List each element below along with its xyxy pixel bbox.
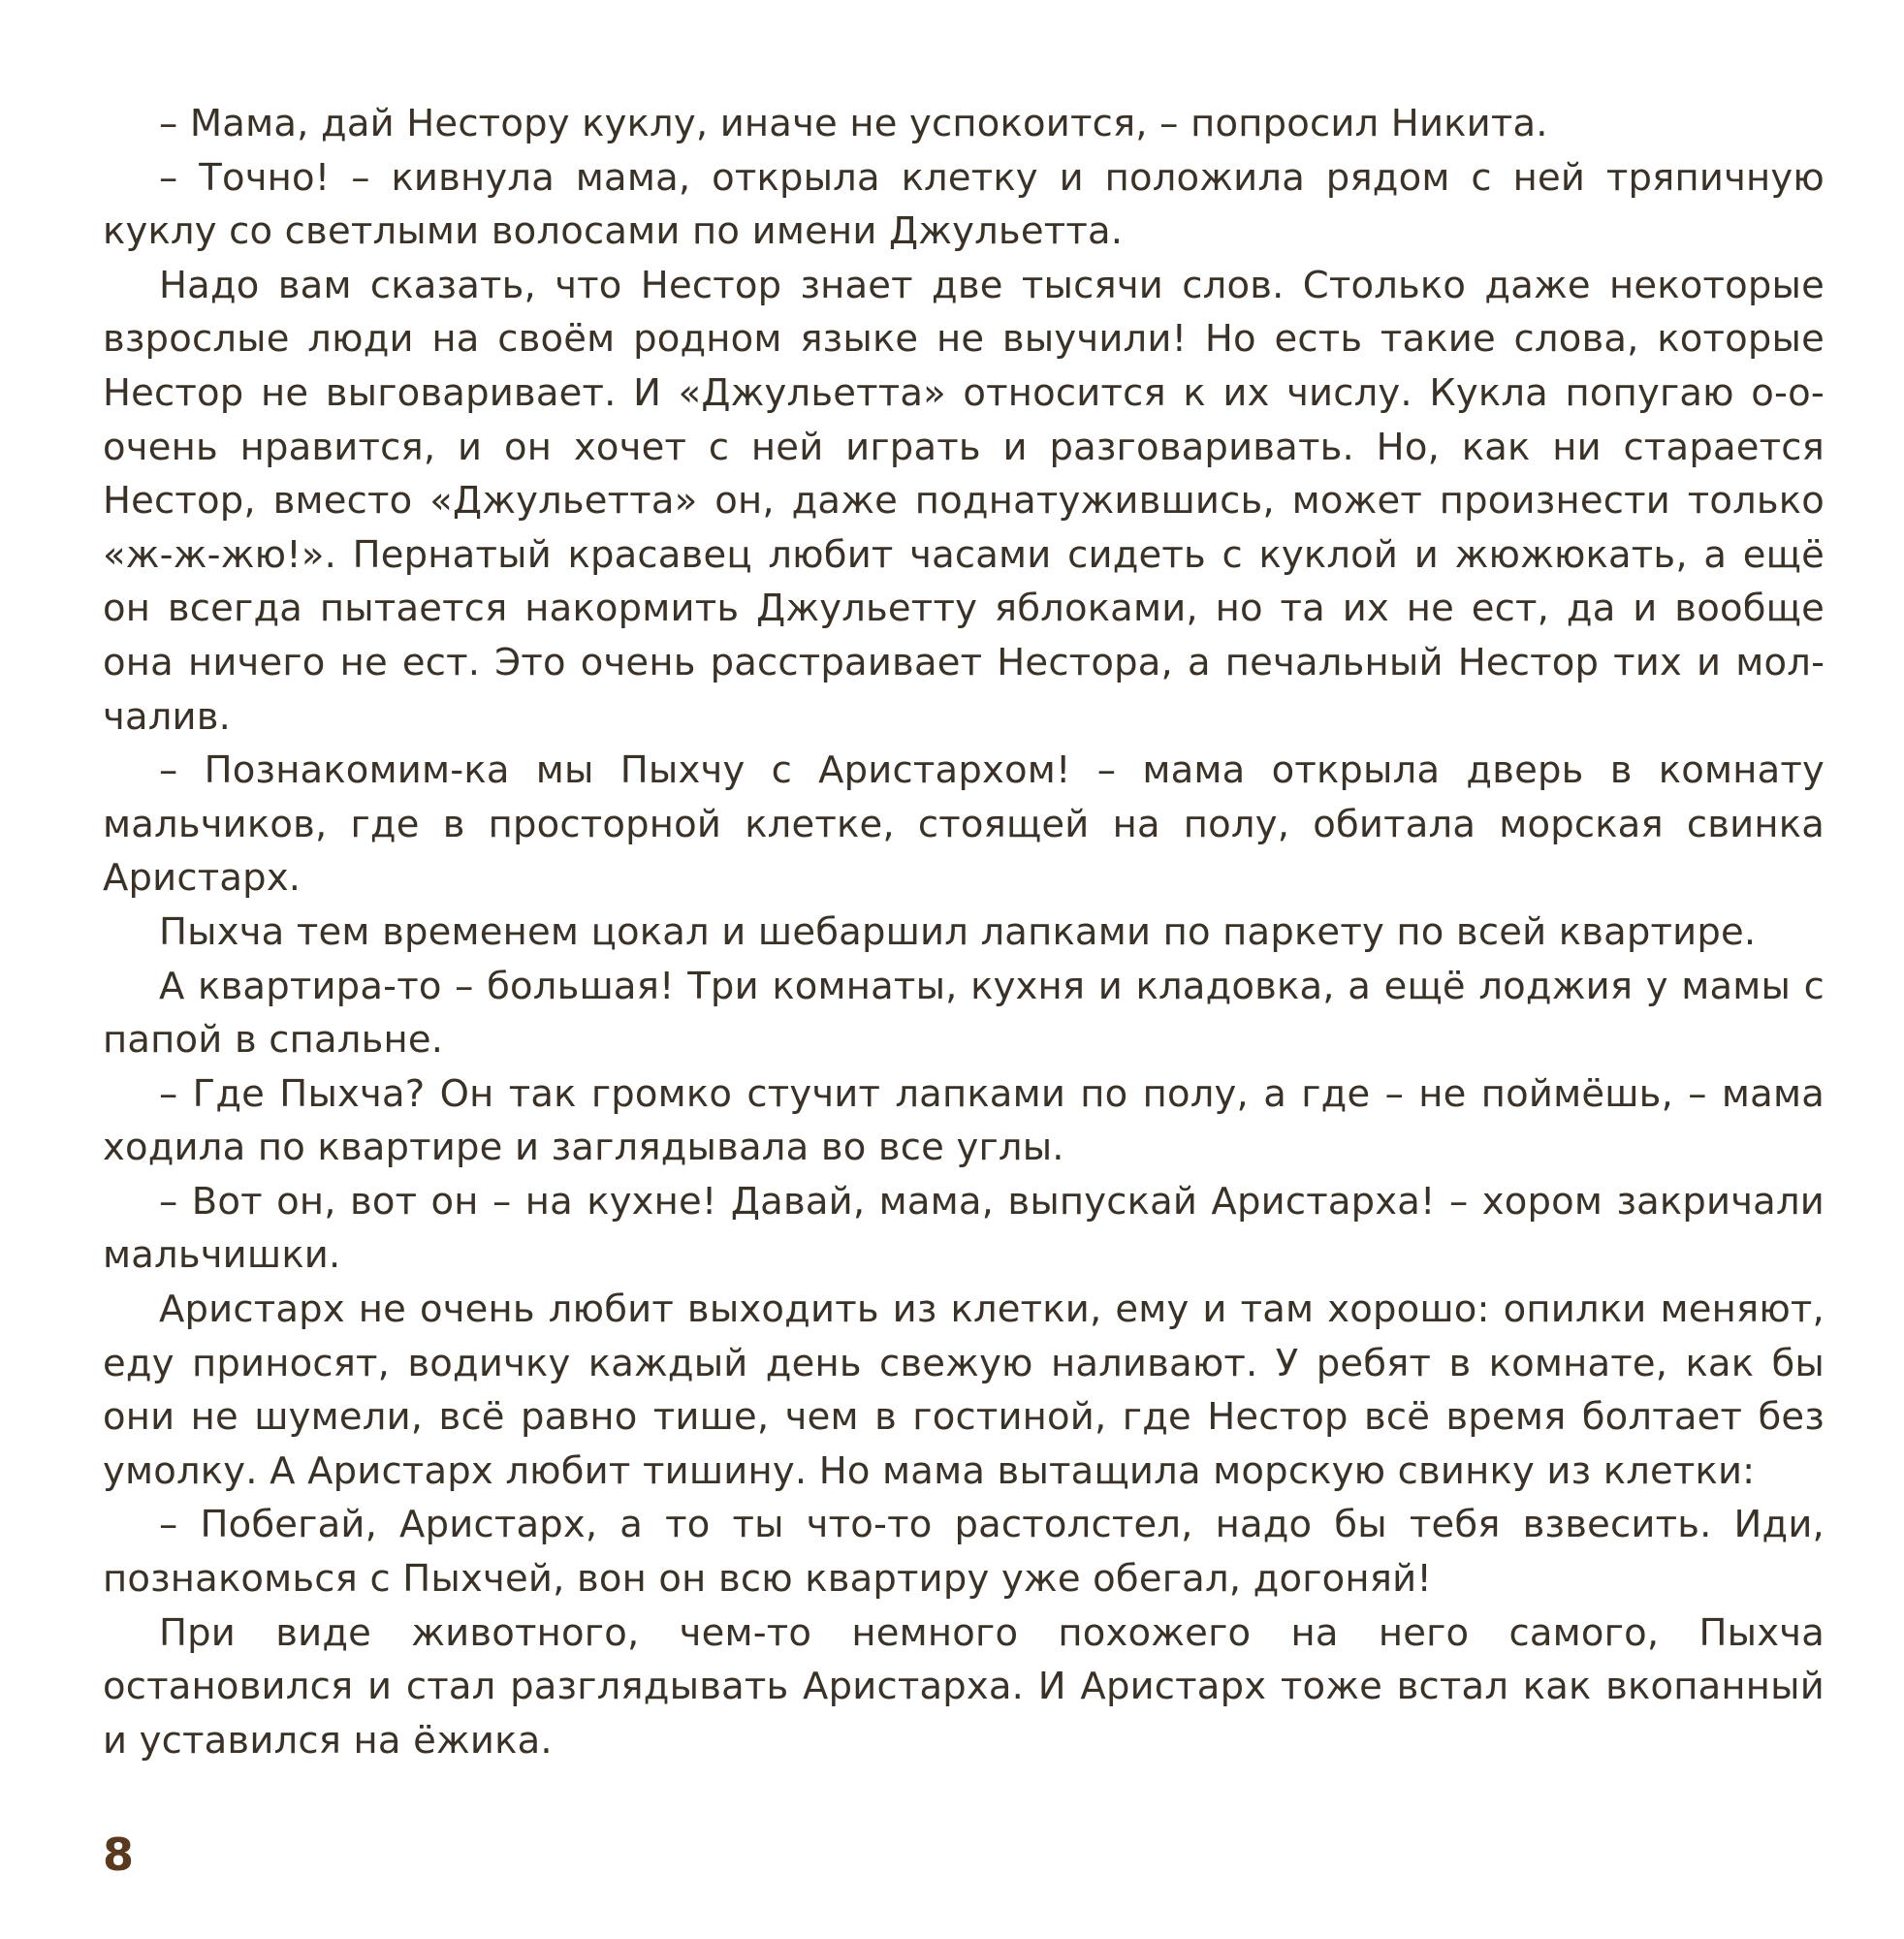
paragraph-11: При виде животного, чем-то немного похожего на него самого, Пыхча остановился и стал разглядывать Аристарха. И Аристарх тоже встал как вкопанный и уставился на ёжика. [103, 1610, 1825, 1763]
paragraph-8: – Вот он, вот он – на кухне! Давай, мама, выпускай Аристарха! – хором закричали мальчишки. [103, 1179, 1825, 1278]
paragraph-2: – Точно! – кивнула мама, открыла клетку и положила рядом с ней тряпичную куклу со светлыми волосами по имени Джульетта. [103, 155, 1825, 254]
paragraph-10: – Побегай, Аристарх, а то ты что-то растолстел, надо бы тебя взвесить. Иди, познакомься с Пыхчей, вон он всю квартиру уже обегал, догоняй! [103, 1503, 1825, 1602]
paragraph-1: – Мама, дай Нестору куклу, иначе не успокоится, – попросил Никита. [159, 102, 1548, 145]
story-text [103, 97, 1825, 1767]
paragraph-4: – Познакомим-ка мы Пыхчу с Аристархом! – мама открыла дверь в комнату мальчиков, где в просторной клетке, стоящей на полу, обитала морская свинка Аристарх. [103, 748, 1825, 901]
paragraph-7: – Где Пыхча? Он так громко стучит лапками по полу, а где – не поймёшь, – мама ходила по квартире и заглядывала во все углы. [103, 1071, 1825, 1170]
paragraph-6: А квартира-то – большая! Три комнаты, кухня и кладовка, а ещё лоджия у мамы с папой в спальне. [103, 964, 1825, 1063]
page-number: 8 [103, 1828, 135, 1881]
paragraph-9: Аристарх не очень любит выходить из клетки, ему и там хорошо: опилки меняют, еду приносят, водичку каждый день свежую наливают. У ребят в комнате, как бы они не шумели, всё равно тише, чем в гостиной, где Нестор всё время болтает без умолку. А Аристарх любит тишину. Но мама вытащила морскую свинку из клетки: [103, 1287, 1825, 1493]
paragraph-5: Пыхча тем временем цокал и шебаршил лапками по паркету по всей квартире. [159, 909, 1757, 954]
paragraph-3: Надо вам сказать, что Нестор знает две тысячи слов. Столько даже некоторые взрослые люди на своём родном языке не выучили! Но есть такие слова, которые Нестор не выговаривает. И «Джульетта» относится к их числу. Кукла попугаю о-о-очень нравится, и он хочет с ней играть и разговаривать. Но, как ни старается Нестор, вместо «Джульетта» он, даже поднатужившись, может произнести только «ж-ж-жю!». Пернатый красавец любит часами сидеть с куклой и жюжюкать, а ещё он всегда пытается накормить Джульетту яблоками, но та их не ест, да и вообще она ничего не ест. Это очень расстраивает Нестора, а печальный Нестор тих и молчалив. [103, 263, 1825, 739]
